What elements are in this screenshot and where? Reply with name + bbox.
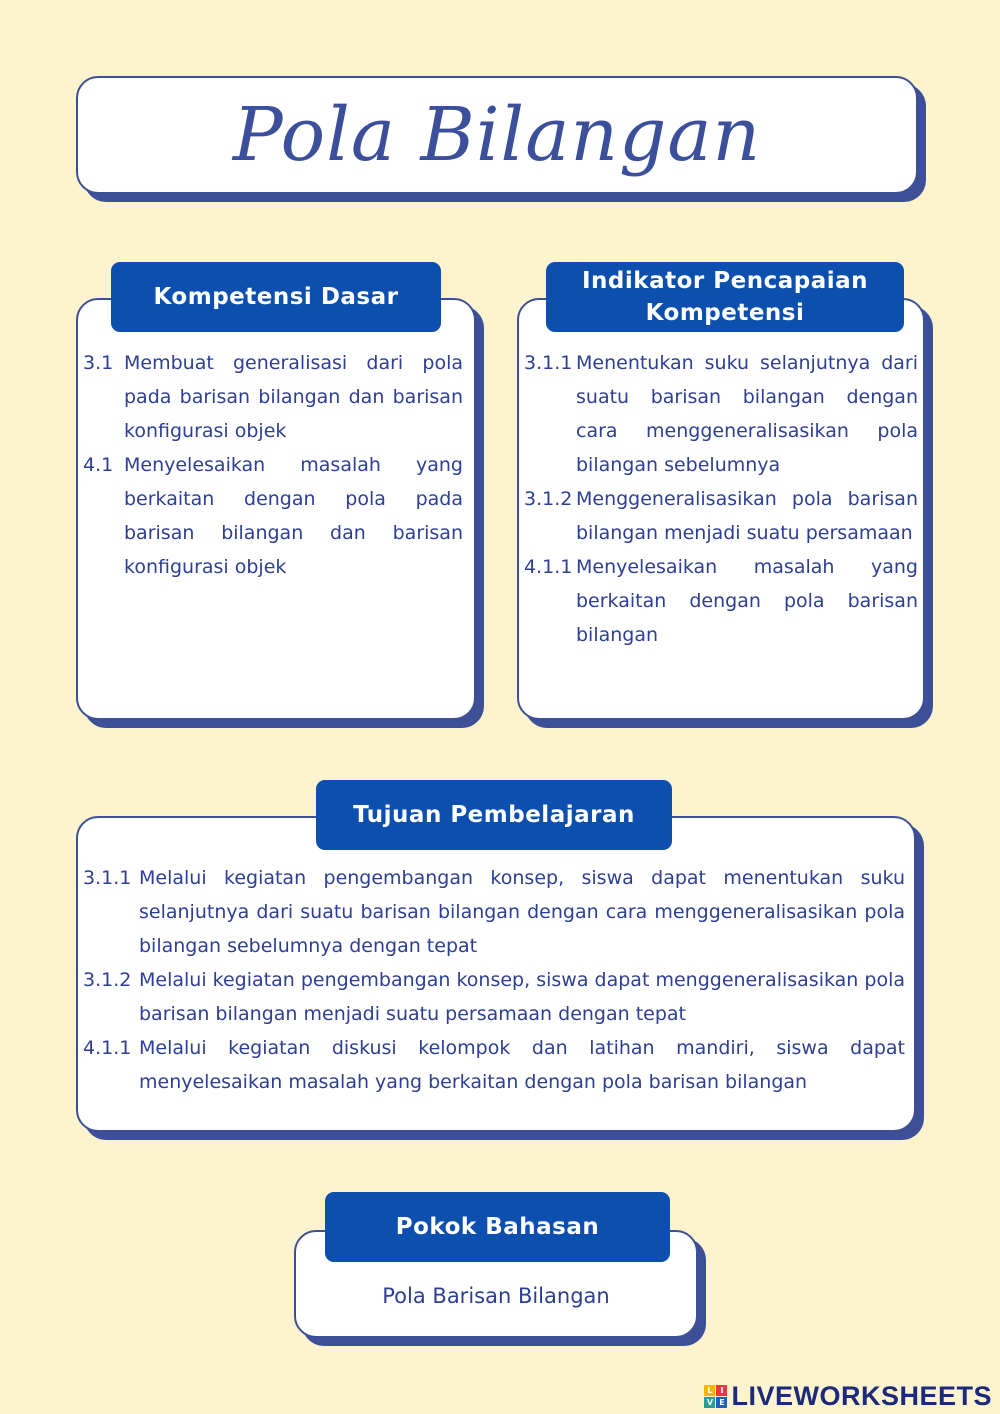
pokok-bahasan-heading-text: Pokok Bahasan (395, 1213, 600, 1240)
liveworksheets-icon (704, 1385, 727, 1408)
indikator-heading (546, 262, 904, 332)
item-text: Melalui kegiatan pengembangan konsep, siswa dapat menggeneralisasikan pola barisan bilangan menjadi suatu persamaan dengan tepat (139, 969, 905, 1025)
kompetensi-dasar-heading (111, 262, 441, 332)
item-text: Melalui kegiatan diskusi kelompok dan latihan mandiri, siswa dapat menyelesaikan masalah yang berkaitan dengan pola barisan bilangan (139, 1037, 905, 1093)
page-title: Pola Bilangan (232, 92, 762, 178)
indikator-list (524, 346, 918, 652)
item-text: Menggeneralisasikan pola barisan bilangan menjadi suatu persamaan (576, 488, 918, 544)
pokok-bahasan-content: Pola Barisan Bilangan (382, 1284, 610, 1308)
item-text: Menentukan suku selanjutnya dari suatu barisan bilangan dengan cara menggeneralisasikan pola bilangan sebelumnya (576, 352, 918, 476)
item-number: 3.1 (83, 352, 114, 374)
pokok-bahasan-heading (325, 1192, 670, 1262)
item-text: Menyelesaikan masalah yang berkaitan dengan pola barisan bilangan (576, 556, 918, 646)
tujuan-heading-text: Tujuan Pembelajaran (353, 801, 635, 828)
item-text: Menyelesaikan masalah yang berkaitan dengan pola pada barisan bilangan dan barisan konfigurasi objek (124, 454, 463, 578)
item-number: 3.1.2 (83, 969, 132, 991)
list-item (524, 482, 918, 550)
list-item (524, 346, 918, 482)
indikator-heading-line2: Kompetensi (645, 300, 805, 326)
tujuan-list (83, 861, 905, 1099)
indikator-heading-line1: Indikator Pencapaian (582, 267, 868, 294)
liveworksheets-logo[interactable] (704, 1381, 992, 1412)
liveworksheets-brand: LIVEWORKSHEETS (731, 1381, 992, 1411)
tujuan-heading (316, 780, 672, 850)
list-item (83, 963, 905, 1031)
list-item (524, 550, 918, 652)
item-text: Melalui kegiatan pengembangan konsep, siswa dapat menentukan suku selanjutnya dari suatu barisan bilangan dengan cara menggeneralisasikan pola bilangan sebelumnya dengan tepat (139, 867, 905, 957)
title-card (76, 76, 918, 194)
logo-letter: E (716, 1397, 727, 1408)
item-number: 4.1 (83, 454, 114, 476)
list-item (83, 1031, 905, 1099)
logo-letter: V (704, 1397, 715, 1408)
kompetensi-dasar-list (83, 346, 463, 584)
item-number: 3.1.2 (524, 488, 573, 510)
logo-letter: I (716, 1385, 727, 1396)
item-number: 3.1.1 (524, 352, 573, 374)
list-item (83, 448, 463, 584)
item-text: Membuat generalisasi dari pola pada barisan bilangan dan barisan konfigurasi objek (124, 352, 463, 442)
item-number: 4.1.1 (83, 1037, 132, 1059)
kompetensi-dasar-heading-text: Kompetensi Dasar (153, 283, 399, 310)
list-item (83, 861, 905, 963)
item-number: 3.1.1 (83, 867, 132, 889)
item-number: 4.1.1 (524, 556, 573, 578)
logo-letter: L (704, 1385, 715, 1396)
list-item (83, 346, 463, 448)
